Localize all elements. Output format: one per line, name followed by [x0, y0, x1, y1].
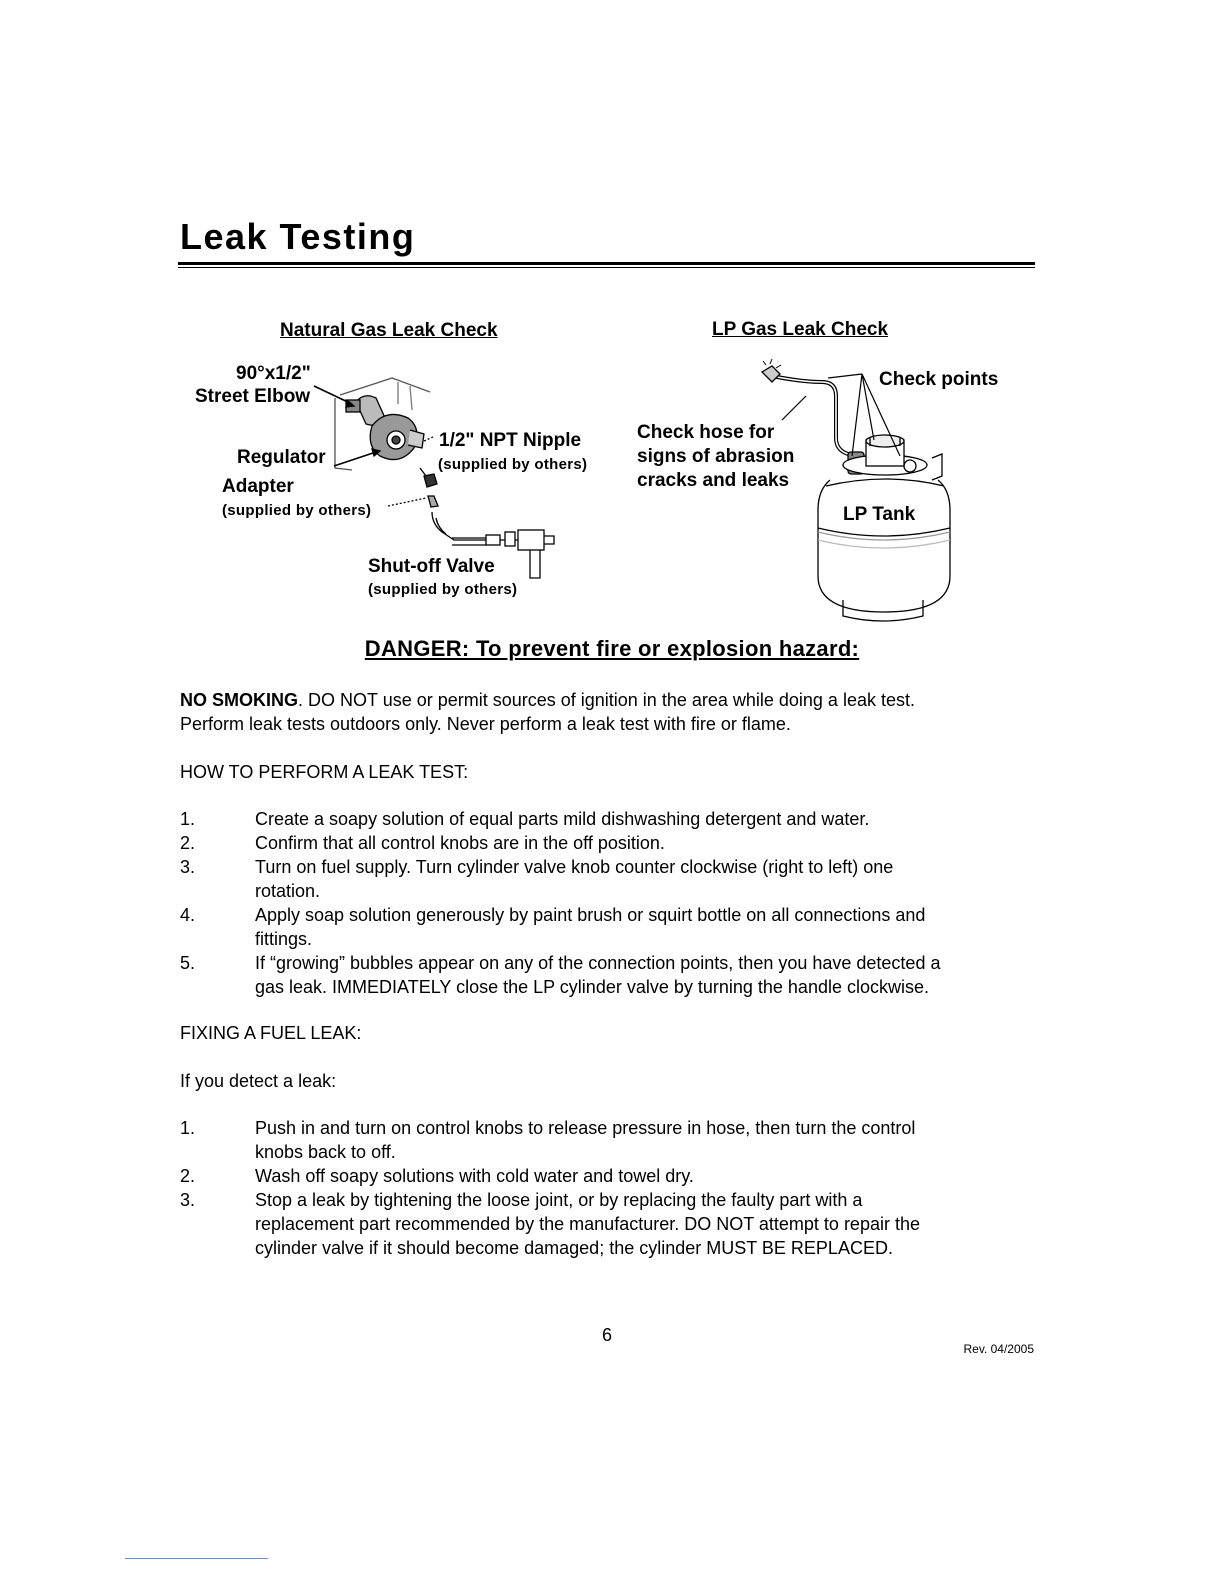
how-to-steps	[180, 807, 940, 999]
step-text-cont: replacement part recommended by the manufacturer. DO NOT attempt to repair the	[255, 1214, 920, 1234]
page-number: 6	[601, 1325, 612, 1345]
warning-line2: Perform leak tests outdoors only. Never perform a leak test with fire or flame.	[180, 714, 791, 734]
fix-steps	[180, 1116, 920, 1260]
regulator-label: Regulator	[237, 447, 326, 468]
step-text: If “growing” bubbles appear on any of the connection points, then you have detected a	[255, 953, 941, 973]
step-number: 3.	[180, 857, 196, 877]
leak-check-diagrams	[0, 0, 1224, 640]
step-text-cont: gas leak. IMMEDIATELY close the LP cylinder valve by turning the handle clockwise.	[255, 977, 929, 997]
list-item	[180, 1164, 920, 1188]
step-text: Create a soapy solution of equal parts mild dishwashing detergent and water.	[255, 809, 870, 829]
warning-line1-rest: . DO NOT use or permit sources of ignition in the area while doing a leak test.	[298, 690, 915, 710]
list-item	[180, 807, 940, 831]
step-number: 5.	[180, 953, 196, 973]
list-item	[180, 1188, 920, 1260]
list-item	[180, 951, 940, 999]
warning-line1	[180, 688, 915, 712]
lp-tank-label: LP Tank	[843, 504, 916, 525]
check-hose-line3: cracks and leaks	[637, 470, 790, 491]
step-number: 1.	[180, 1118, 196, 1138]
step-number: 3.	[180, 1190, 196, 1210]
fix-heading: FIXING A FUEL LEAK:	[180, 1023, 362, 1043]
adapter-label: Adapter	[222, 476, 294, 497]
natural-gas-fitting-drawing	[314, 378, 554, 578]
step-text-cont: knobs back to off.	[255, 1142, 396, 1162]
how-to-heading: HOW TO PERFORM A LEAK TEST:	[180, 762, 469, 782]
adapter-note: (supplied by others)	[222, 502, 372, 519]
footer-rule	[125, 1558, 268, 1559]
list-item	[180, 1116, 920, 1164]
step-text: Confirm that all control knobs are in the off position.	[255, 833, 665, 853]
step-text: Wash off soapy solutions with cold water and towel dry.	[255, 1166, 694, 1186]
step-text: Apply soap solution generously by paint brush or squirt bottle on all connections and	[255, 905, 926, 925]
step-number: 1.	[180, 809, 196, 829]
nipple-note: (supplied by others)	[438, 456, 588, 473]
step-text-cont: fittings.	[255, 929, 313, 949]
nipple-label: 1/2" NPT Nipple	[439, 430, 582, 451]
step-number: 4.	[180, 905, 196, 925]
danger-heading: DANGER: To prevent fire or explosion hazard:	[364, 636, 860, 661]
list-item	[180, 855, 940, 903]
check-hose-line1: Check hose for	[637, 422, 775, 443]
step-text-cont: cylinder valve if it should become damaged; the cylinder MUST BE REPLACED.	[255, 1238, 893, 1258]
check-points-label: Check points	[879, 369, 999, 390]
check-hose-label	[637, 421, 794, 493]
shutoff-valve-label: Shut-off Valve	[368, 556, 495, 577]
shutoff-valve-note: (supplied by others)	[368, 581, 518, 598]
check-hose-line2: signs of abrasion	[637, 446, 795, 467]
list-item	[180, 831, 940, 855]
elbow-label-line2: Street Elbow	[195, 386, 311, 407]
step-text: Stop a leak by tightening the loose joint, or by replacing the faulty part with a	[255, 1190, 863, 1210]
step-number: 2.	[180, 833, 196, 853]
step-text: Turn on fuel supply. Turn cylinder valve knob counter clockwise (right to left) one	[255, 857, 894, 877]
page-title: Leak Testing	[180, 216, 416, 257]
step-text-cont: rotation.	[255, 881, 321, 901]
step-text: Push in and turn on control knobs to release pressure in hose, then turn the control	[255, 1118, 916, 1138]
elbow-label-line1: 90°x1/2"	[236, 363, 311, 384]
fix-intro: If you detect a leak:	[180, 1071, 337, 1091]
list-item	[180, 903, 940, 951]
lp-gas-heading: LP Gas Leak Check	[712, 319, 889, 340]
revision-note: Rev. 04/2005	[963, 1342, 1034, 1356]
natural-gas-heading: Natural Gas Leak Check	[280, 320, 498, 341]
step-number: 2.	[180, 1166, 196, 1186]
no-smoking-text: NO SMOKING	[180, 690, 299, 710]
